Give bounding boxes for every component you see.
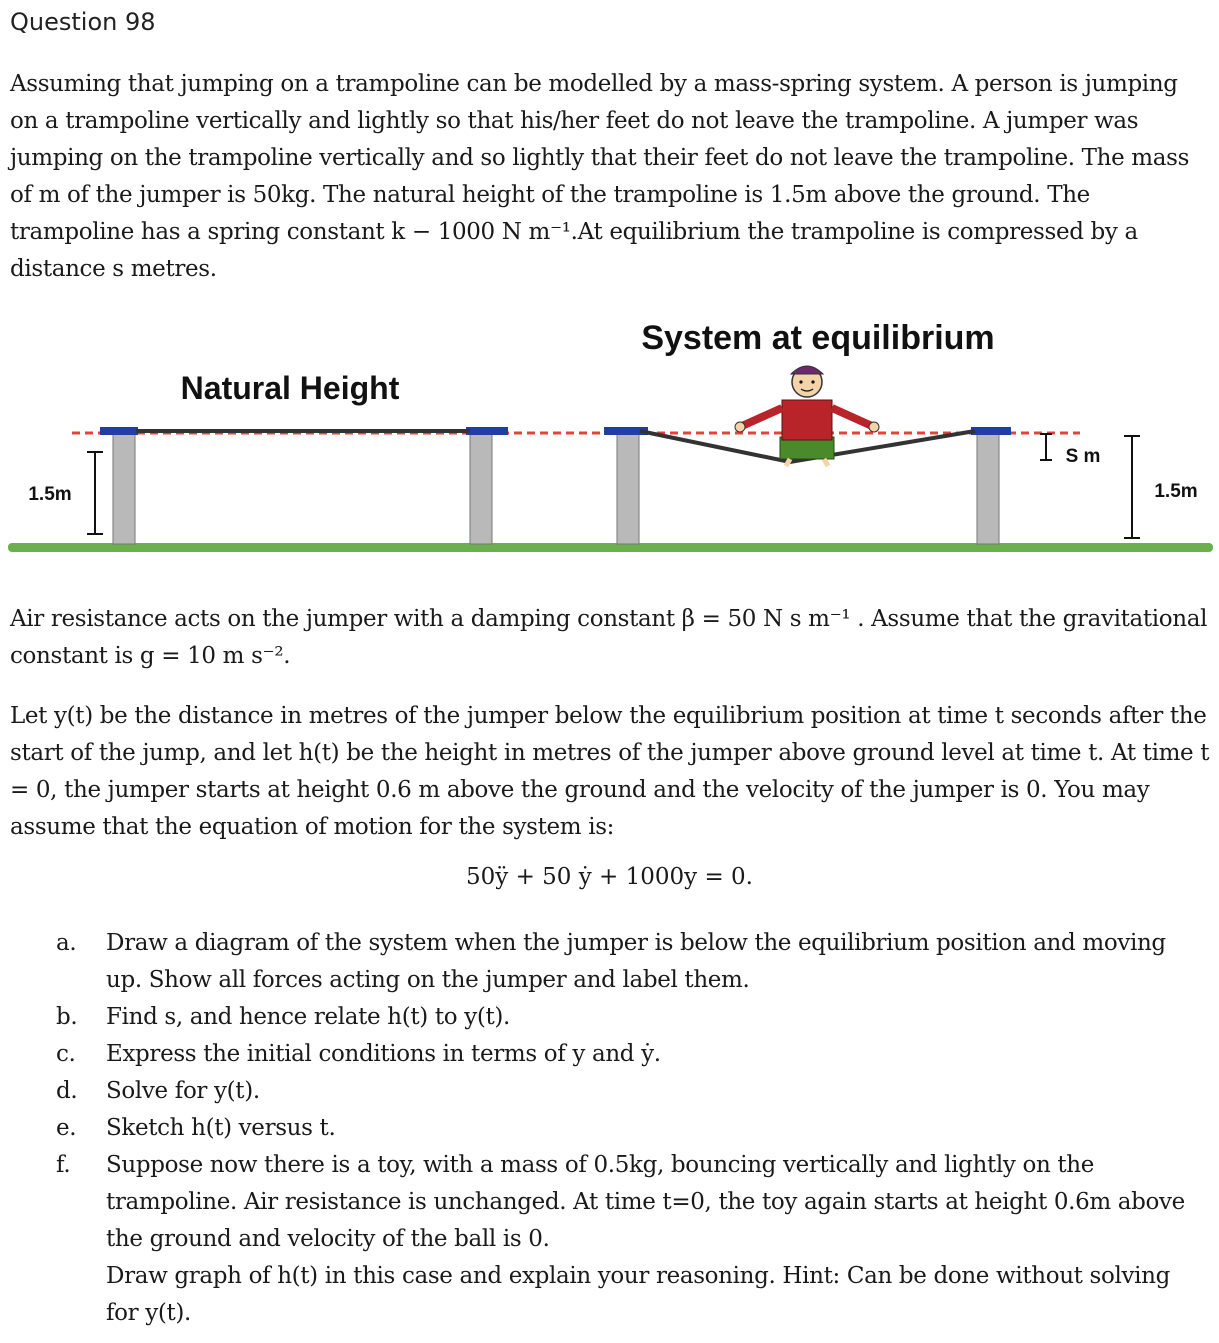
right-post-cap-1: [466, 427, 508, 435]
left-post-cap-1: [100, 427, 138, 435]
right-height-label: 1.5m: [1154, 481, 1198, 502]
part-label: c.: [56, 1041, 76, 1067]
right-post-cap-2: [971, 427, 1011, 435]
natural-height-title: Natural Height: [180, 370, 400, 406]
damping-paragraph: [10, 601, 1210, 675]
part-text: Solve for y(t).: [106, 1078, 260, 1104]
setup-text: Let y(t) be the distance in metres of the jumper below the equilibrium position at time t seconds after the start of the jump, and let h(t) be the height in metres of the jumper above ground level at time t. At time t = 0, the jumper starts at height 0.6 m above the ground and the velocity of the jumper is 0. You may assume that the equation of motion for the system is:: [10, 703, 1210, 840]
compression-label: S m: [1065, 446, 1101, 467]
trampoline-diagram: [0, 310, 1219, 560]
setup-paragraph: [10, 698, 1210, 846]
part-text: Sketch h(t) versus t.: [106, 1115, 336, 1141]
part-extra-text: Draw graph of h(t) in this case and explain your reasoning. Hint: Can be done without solving for y(t).: [106, 1263, 1170, 1326]
part-label: a.: [56, 930, 77, 956]
damping-text: Air resistance acts on the jumper with a damping constant β = 50 N s m⁻¹ . Assume that the gravitational constant is g = 10 m s⁻².: [10, 606, 1208, 669]
intro-text: Assuming that jumping on a trampoline can be modelled by a mass-spring system. A person is jumping on a trampoline vertically and lightly so that his/her feet do not leave the trampoline. A jumper was jumping on the trampoline vertically and so lightly that their feet do not leave the trampoline. The mass of m of the jumper is 50kg. The natural height of the trampoline is 1.5m above the ground. The trampoline has a spring constant k − 1000 N m⁻¹.At equilibrium the trampoline is compressed by a distance s metres.: [10, 71, 1190, 282]
compression-marker: [1040, 434, 1052, 460]
part-label: b.: [56, 1004, 78, 1030]
left-post-2: [617, 433, 639, 544]
question-part-e: [0, 1110, 1219, 1147]
equation-of-motion: 50ÿ + 50 ẏ + 1000y = 0.: [466, 864, 753, 890]
question-part-f: [0, 1147, 1219, 1332]
right-height-marker: [1124, 436, 1140, 538]
question-heading: Question 98: [10, 8, 156, 36]
right-post-2: [977, 433, 999, 544]
question-part-d: [0, 1073, 1219, 1110]
left-height-label: 1.5m: [28, 484, 72, 505]
question-part-b: [0, 999, 1219, 1036]
ground-line: [8, 543, 1213, 552]
part-label: d.: [56, 1078, 78, 1104]
question-parts-list: [0, 925, 1219, 1332]
left-post-1: [113, 433, 135, 544]
part-text: Express the initial conditions in terms of y and ẏ.: [106, 1041, 661, 1067]
part-text: Draw a diagram of the system when the jumper is below the equilibrium position and moving up. Show all forces acting on the jumper and label them.: [106, 930, 1166, 993]
part-label: e.: [56, 1115, 77, 1141]
question-part-c: [0, 1036, 1219, 1073]
intro-paragraph: [10, 66, 1210, 288]
left-height-marker: [87, 452, 103, 534]
part-text: Suppose now there is a toy, with a mass of 0.5kg, bouncing vertically and lightly on the trampoline. Air resistance is unchanged. At time t=0, the toy again starts at height 0.6m above the ground and velocity of the ball is 0.: [106, 1152, 1185, 1252]
equilibrium-title: System at equilibrium: [641, 319, 995, 357]
part-label: f.: [56, 1152, 71, 1178]
right-post-1: [470, 433, 492, 544]
part-text: Find s, and hence relate h(t) to y(t).: [106, 1004, 510, 1030]
question-part-a: [0, 925, 1219, 999]
